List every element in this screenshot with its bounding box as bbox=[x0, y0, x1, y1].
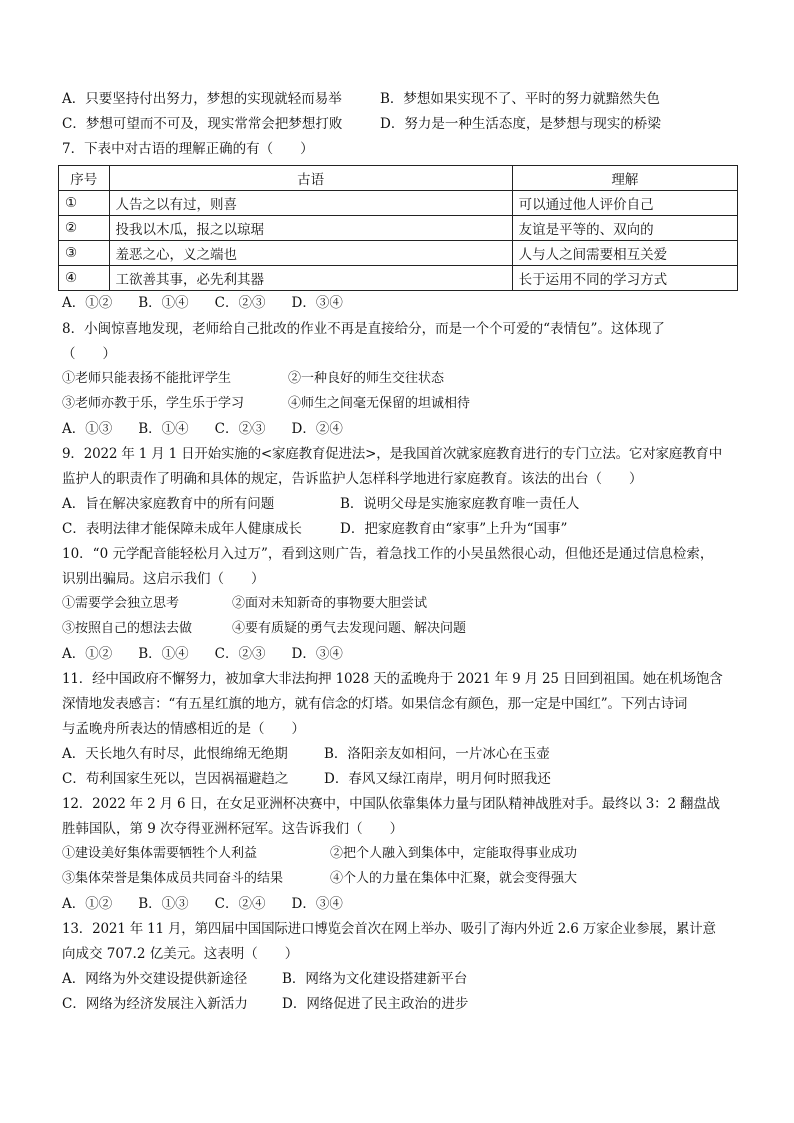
q8-statement-4: ④师生之间毫无保留的坦诚相待 bbox=[288, 396, 471, 411]
q11-stem-line-1: 11．经中国政府不懈努力，被加拿大非法拘押 1028 天的孟晚舟于 2021 年 9 月 25 日回到祖国。她在机场饱含 bbox=[62, 671, 723, 687]
q11-stem-line-3: 与孟晚舟所表达的情感相近的是（ ） bbox=[62, 721, 305, 737]
q13-options-row-1 bbox=[62, 970, 467, 988]
q12-statement-2: ②把个人融入到集体中，定能取得事业成功 bbox=[330, 846, 578, 861]
q8-stem-line-1: 8．小闽惊喜地发现，老师给自己批改的作业不再是直接给分，而是一个个可爱的“表情包”。这体现了 bbox=[62, 321, 665, 337]
q10-statements-row-1 bbox=[62, 595, 427, 613]
q12-option-b[interactable]: B．①③ bbox=[138, 896, 189, 912]
q12-stem-line-2: 胜韩国队，第 9 次夺得亚洲杯冠军。这告诉我们（ ） bbox=[62, 821, 404, 837]
q12-statements-row-2 bbox=[62, 870, 577, 888]
row-number: ① bbox=[59, 191, 110, 216]
q6-option-c[interactable]: C．梦想可望而不可及，现实常常会把梦想打败 bbox=[62, 116, 343, 132]
q10-statement-4: ④要有质疑的勇气去发现问题、解决问题 bbox=[232, 621, 467, 636]
q11-option-c[interactable]: C．苟利国家生死以，岂因祸福避趋之 bbox=[62, 771, 289, 787]
q13-option-a[interactable]: A．网络为外交建设提供新途径 bbox=[62, 971, 248, 987]
q9-stem-line-2: 监护人的职责作了明确和具体的规定，告诉监护人怎样科学地进行家庭教育。该法的出台（ ） bbox=[62, 471, 643, 487]
q9-stem-line-1: 9．2022 年 1 月 1 日开始实施的<家庭教育促进法>，是我国首次就家庭教育进行的专门立法。它对家庭教育中 bbox=[62, 446, 723, 462]
table-row bbox=[59, 241, 738, 266]
q7-options bbox=[62, 294, 369, 312]
table-header-row bbox=[59, 166, 738, 191]
q7-option-b[interactable]: B．①④ bbox=[138, 295, 189, 311]
q10-option-d[interactable]: D．③④ bbox=[291, 646, 343, 662]
q9-option-d[interactable]: D．把家庭教育由“家事”上升为“国事” bbox=[340, 521, 568, 537]
q12-options bbox=[62, 895, 369, 913]
q12-statement-4: ④个人的力量在集体中汇聚，就会变得强大 bbox=[330, 871, 578, 886]
q6-option-a[interactable]: A．只要坚持付出努力，梦想的实现就轻而易举 bbox=[62, 91, 342, 107]
q6-option-b[interactable]: B．梦想如果实现不了、平时的努力就黯然失色 bbox=[380, 91, 660, 107]
q7-option-c[interactable]: C．②③ bbox=[214, 295, 266, 311]
q12-stem-line-1: 12．2022 年 2 月 6 日，在女足亚洲杯决赛中，中国队依靠集体力量与团队精神战胜对手。最终以 3：2 翻盘战 bbox=[62, 796, 720, 812]
q13-option-b[interactable]: B．网络为文化建设搭建新平台 bbox=[282, 971, 468, 987]
q8-statements-row-2 bbox=[62, 395, 470, 413]
q9-options-row-1 bbox=[62, 495, 579, 513]
q11-options-row-1 bbox=[62, 745, 550, 763]
q7-table bbox=[58, 165, 738, 291]
q13-stem-line-1: 13．2021 年 11 月，第四届中国国际进口博览会首次在网上举办、吸引了海内外近 2.6 万家企业参展，累计意 bbox=[62, 921, 716, 937]
q8-options bbox=[62, 420, 369, 438]
row-meaning: 长于运用不同的学习方式 bbox=[512, 266, 737, 291]
header-meaning: 理解 bbox=[512, 166, 737, 191]
q8-statement-1: ①老师只能表扬不能批评学生 bbox=[62, 371, 232, 386]
q10-stem-line-1: 10．“0 元学配音能轻松月入过万”，看到这则广告，着急找工作的小吴虽然很心动，但他还是通过信息检索， bbox=[62, 546, 714, 562]
row-ancient-saying: 工欲善其事，必先利其器 bbox=[109, 266, 512, 291]
row-number: ③ bbox=[59, 241, 110, 266]
q12-option-a[interactable]: A．①② bbox=[62, 896, 113, 912]
q6-option-d[interactable]: D．努力是一种生活态度，是梦想与现实的桥梁 bbox=[380, 116, 661, 132]
header-ancient-saying: 古语 bbox=[109, 166, 512, 191]
q7-option-a[interactable]: A．①② bbox=[62, 295, 113, 311]
q7-stem: 7．下表中对古语的理解正确的有（ ） bbox=[62, 141, 314, 157]
row-number: ② bbox=[59, 216, 110, 241]
row-ancient-saying: 羞恶之心，义之端也 bbox=[109, 241, 512, 266]
q6-options-row-1 bbox=[62, 90, 660, 108]
row-ancient-saying: 投我以木瓜，报之以琼琚 bbox=[109, 216, 512, 241]
q12-statement-1: ①建设美好集体需要牺牲个人利益 bbox=[62, 846, 258, 861]
q11-option-d[interactable]: D．春风又绿江南岸，明月何时照我还 bbox=[324, 771, 551, 787]
q8-option-d[interactable]: D．②④ bbox=[291, 421, 343, 437]
q10-option-a[interactable]: A．①② bbox=[62, 646, 113, 662]
row-meaning: 友谊是平等的、双向的 bbox=[512, 216, 737, 241]
q7-option-d[interactable]: D．③④ bbox=[291, 295, 343, 311]
q9-option-b[interactable]: B．说明父母是实施家庭教育唯一责任人 bbox=[340, 496, 580, 512]
q12-statement-3: ③集体荣誉是集体成员共同奋斗的结果 bbox=[62, 871, 284, 886]
q10-stem-line-2: 识别出骗局。这启示我们（ ） bbox=[62, 571, 265, 587]
row-meaning: 人与人之间需要相互关爱 bbox=[512, 241, 737, 266]
q10-statement-1: ①需要学会独立思考 bbox=[62, 596, 180, 611]
q10-statement-3: ③按照自己的想法去做 bbox=[62, 621, 193, 636]
q10-statements-row-2 bbox=[62, 620, 466, 638]
q11-stem-line-2: 深情地发表感言：“有五星红旗的地方，就有信念的灯塔。如果信念有颜色，那一定是中国红”。下列古诗词 bbox=[62, 696, 688, 712]
row-ancient-saying: 人告之以有过，则喜 bbox=[109, 191, 512, 216]
q13-options-row-2 bbox=[62, 995, 468, 1013]
q12-statements-row-1 bbox=[62, 845, 577, 863]
q10-option-c[interactable]: C．②③ bbox=[214, 646, 266, 662]
q8-option-b[interactable]: B．①④ bbox=[138, 421, 189, 437]
q8-statements-row-1 bbox=[62, 370, 444, 388]
q12-option-d[interactable]: D．③④ bbox=[291, 896, 343, 912]
q9-option-a[interactable]: A．旨在解决家庭教育中的所有问题 bbox=[62, 496, 275, 512]
q9-options-row-2 bbox=[62, 520, 567, 538]
q8-option-a[interactable]: A．①③ bbox=[62, 421, 113, 437]
q10-statement-2: ②面对未知新奇的事物要大胆尝试 bbox=[232, 596, 428, 611]
q13-stem-line-2: 向成交 707.2 亿美元。这表明（ ） bbox=[62, 946, 299, 962]
row-meaning: 可以通过他人评价自己 bbox=[512, 191, 737, 216]
row-number: ④ bbox=[59, 266, 110, 291]
q13-option-d[interactable]: D．网络促进了民主政治的进步 bbox=[282, 996, 469, 1012]
q11-options-row-2 bbox=[62, 770, 551, 788]
q6-options-row-2 bbox=[62, 115, 661, 133]
header-number: 序号 bbox=[59, 166, 110, 191]
q10-options bbox=[62, 645, 369, 663]
q8-statement-2: ②一种良好的师生交往状态 bbox=[288, 371, 445, 386]
q9-option-c[interactable]: C．表明法律才能保障未成年人健康成长 bbox=[62, 521, 302, 537]
q13-option-c[interactable]: C．网络为经济发展注入新活力 bbox=[62, 996, 248, 1012]
q8-stem-line-2: （ ） bbox=[62, 346, 116, 362]
table-row bbox=[59, 266, 738, 291]
table-row bbox=[59, 216, 738, 241]
table-row bbox=[59, 191, 738, 216]
q11-option-a[interactable]: A．天长地久有时尽，此恨绵绵无绝期 bbox=[62, 746, 288, 762]
q8-option-c[interactable]: C．②③ bbox=[214, 421, 266, 437]
q12-option-c[interactable]: C．②④ bbox=[214, 896, 266, 912]
q8-statement-3: ③老师亦教于乐，学生乐于学习 bbox=[62, 396, 245, 411]
q10-option-b[interactable]: B．①④ bbox=[138, 646, 189, 662]
q11-option-b[interactable]: B．洛阳亲友如相问，一片冰心在玉壶 bbox=[324, 746, 550, 762]
